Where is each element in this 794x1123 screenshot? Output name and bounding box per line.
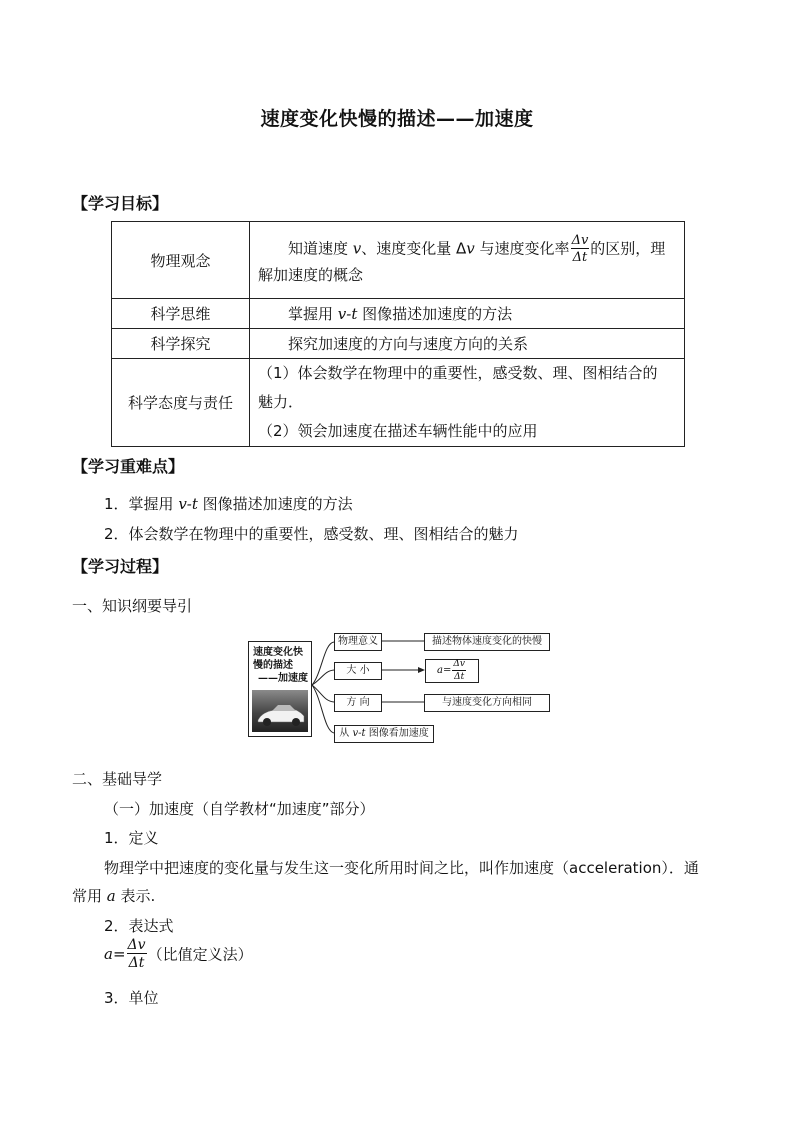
- expression-formula: a= $\frac{\Delta v}{\Delta t}$ （比值定义法）: [104, 937, 253, 971]
- car-icon: [252, 690, 308, 732]
- rate-fraction: $\frac{\Delta v}{\Delta t}$: [571, 233, 589, 265]
- part-one-heading: 一、知识纲要导引: [72, 597, 193, 615]
- goals-heading: 【学习目标】: [72, 194, 169, 213]
- part-two-heading: 二、基础导学: [72, 770, 163, 788]
- branch-direction-detail: 与速度变化方向相同: [424, 694, 550, 712]
- definition-line: 常用 a 表示.: [72, 887, 156, 905]
- goal-key: 科学态度与责任: [112, 359, 250, 447]
- page-title: 速度变化快慢的描述——加速度: [260, 108, 534, 130]
- definition-heading: 1．定义: [104, 829, 159, 847]
- key-points-heading: 【学习重难点】: [72, 457, 185, 476]
- unit-heading: 3．单位: [104, 989, 159, 1007]
- branch-magnitude-formula: a= $\frac{\Delta v}{\Delta t}$: [425, 659, 479, 683]
- expression-heading: 2．表达式: [104, 917, 174, 935]
- goal-key: 科学探究: [112, 329, 250, 359]
- key-point-item: 1．掌握用 v-t 图像描述加速度的方法: [104, 495, 353, 513]
- branch-meaning: 物理意义: [334, 633, 382, 651]
- goal-value: 掌握用 v-t 图像描述加速度的方法: [250, 299, 685, 329]
- branch-meaning-detail: 描述物体速度变化的快慢: [424, 633, 550, 651]
- goal-value: 探究加速度的方向与速度方向的关系: [250, 329, 685, 359]
- process-heading: 【学习过程】: [72, 557, 169, 576]
- goal-value: （1）体会数学在物理中的重要性，感受数、理、图相结合的 魅力． （2）领会加速度在描述车辆性能中的应用: [250, 359, 685, 447]
- subsection-heading: （一）加速度（自学教材“加速度”部分）: [104, 800, 375, 818]
- goals-row: [112, 359, 685, 447]
- goal-key: 物理观念: [112, 222, 250, 299]
- goals-row: [112, 329, 685, 359]
- goal-key: 科学思维: [112, 299, 250, 329]
- definition-line: 物理学中把速度的变化量与发生这一变化所用时间之比，叫作加速度（acceleration）．通: [104, 859, 699, 877]
- goals-row: [112, 222, 685, 299]
- branch-magnitude: 大 小: [334, 662, 382, 680]
- key-point-item: 2．体会数学在物理中的重要性，感受数、理、图相结合的魅力: [104, 525, 519, 543]
- goals-row: [112, 299, 685, 329]
- car-image: [252, 690, 308, 732]
- goals-table: [111, 221, 685, 447]
- mind-map: [246, 633, 550, 743]
- branch-direction: 方 向: [334, 694, 382, 712]
- branch-vt-graph: 从 v-t 图像看加速度: [334, 725, 434, 743]
- mind-map-center: 速度变化快 慢的描述 ——加速度: [248, 641, 312, 737]
- goal-value: 知道速度 v、速度变化量 Δv 与速度变化率 $\frac{\Delta v}{\Delta t}$ 的区别，理 解加速度的概念: [250, 222, 685, 299]
